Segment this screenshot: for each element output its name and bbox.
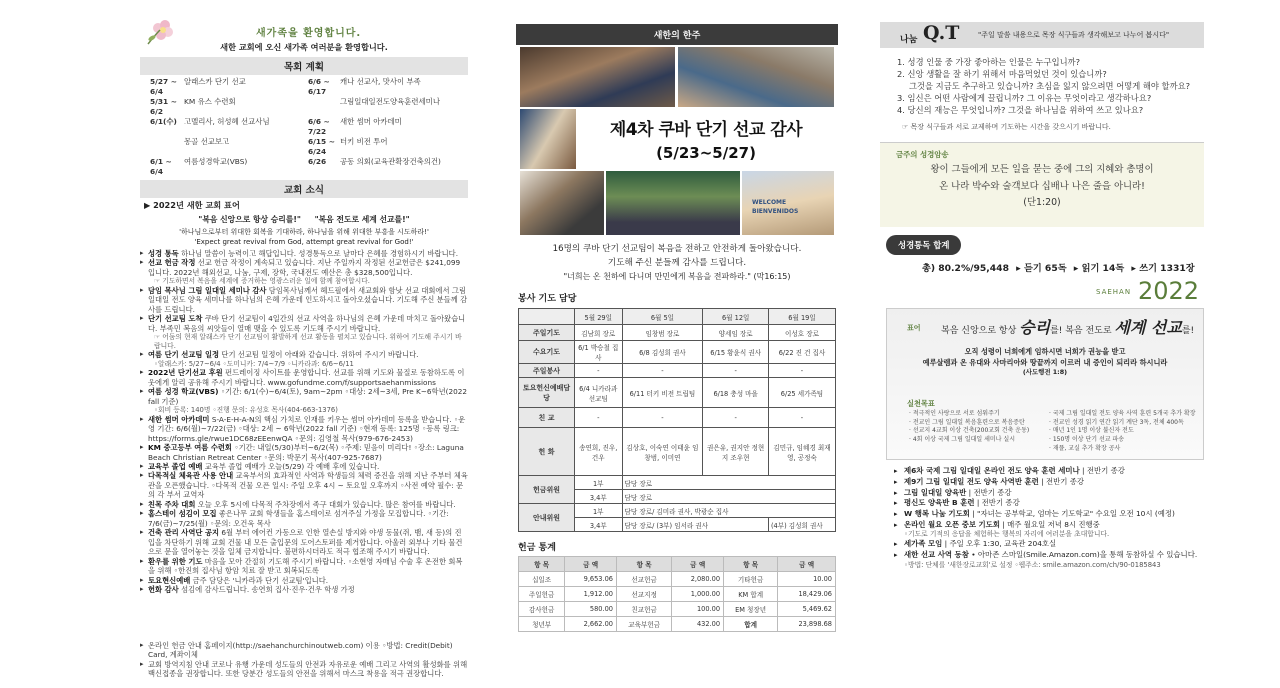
cuba-title-box [578,109,834,169]
cuba-verse: "너희는 온 천하에 다니며 만민에게 복음을 전파하라." (막16:15) [563,271,791,281]
news-item: ☞ 어둠의 현재 알래스카 단기 선교팀이 활발하게 선교 활동을 펼치고 있습니다. 위하여 기도해 주시기 바랍니다. [154,333,462,350]
qt-title: Q.T [923,22,960,44]
qt-question: 1. 성경 인물 중 가장 좋아하는 인물은 누구입니까? [897,57,1081,67]
cuba-title: 제4차 쿠바 단기 선교 감사 [609,120,803,140]
mission-row [140,157,468,177]
bottom-news-list [880,466,1204,570]
mission-cell: 5/31 ~ 6/2 [150,96,177,116]
prayer-cell: 1부 [575,504,623,518]
mission-cell: 6/6 ~ 7/22 [308,116,330,136]
offering-stats-table [518,556,836,632]
prayer-date-header: 6월 19일 [768,309,835,325]
news-item: ☞ 기도하면서 복음을 세계에 증거하는 영광스러운 일에 함께 참여합시다. [154,277,370,286]
goal-item: · 선교지 4교회 이상 건축(200교회 건축 운동) [909,427,1030,435]
news-item: ▸ 담임 목사님 그림 일대일 세미나 감사 담임목사님께서 헤드필에서 새교회와 함낫 선교 대회에서 그림 일대일 전도 양육 세미나를 하나님의 은혜 가운데 인도하시고 돌아오셨습니다. 기도해 주신 분들께 감사를 드립니다. [140,286,468,314]
offering-cell: 23,898.68 [778,617,836,632]
prayer-cell: 송연희, 진우, 건우 [575,428,623,476]
news-item: ▸ 친목 주차 대회 오늘 오후 5시에 다목적 주차장에서 족구 대회가 있습니다. 많은 참여를 바랍니다. [140,500,468,509]
bottom-news-item: ▸ 새한 선교 사역 동참 • 아마존 스마일(Smile.Amazon.com)을 통해 동참하실 수 있습니다. [894,550,1204,561]
qt-prefix: 나눔 [900,35,918,45]
cuba-photo-collage [516,47,838,243]
prayer-cell: 담당 장로 [622,490,835,504]
prayer-cell: 양세임 장로 [703,325,769,341]
motto-verse [887,347,1203,377]
reading-totals [880,260,1204,274]
reading-label: 성경통독 합계 [886,235,961,255]
mission-cell: 공동 의회(교육관확장건축의건) [340,156,441,166]
offering-cell: 선교헌금 [617,572,672,587]
year-brand: SAEHAN [1096,288,1132,297]
prayer-cell: 3,4부 [575,490,623,504]
memory-line2: 온 나라 박수와 술객보다 십배나 나은 줄을 아니라! [939,180,1145,192]
news-item: ▸ 성경 통독 하나님 말씀이 능력이고 해답입니다. 성경통독으로 날마다 은혜를 경험하시기 바랍니다. [140,249,468,258]
qt-subtitle: "주일 말씀 내용으로 목장 식구들과 생각해보고 나누어 봅시다" [978,31,1170,39]
news-item: ◦알래스카: 5/27~6/4 ◦도미니카: 7/4~7/9 ◦니카라과: 6/6~6/11 [154,359,354,368]
goal-item: · 4회 이상 국제 그림 일대일 세미나 실시 [909,436,1016,444]
mission-cell: 알래스카 단기 선교 [184,77,246,86]
qt-questions [880,48,1204,116]
reading-write: ▸ 쓰기 1331장 [1131,263,1195,275]
mission-row [140,97,468,117]
prayer-cell: 6/15 황윤식 권사 [703,341,769,364]
mission-plan-title: 목회 계획 [140,57,468,75]
prayer-cell: 6/1 박승철 집사 [575,341,623,364]
welcome-script-title: 새가족을 환영합니다. [256,28,362,39]
offering-cell: 감사헌금 [519,602,565,617]
offering-cell: 432.00 [672,617,724,632]
news-item: ▸ 교육부 졸업 예배 교육부 졸업 예배가 오늘(5/29) 각 예배 후에 있습니다. [140,462,468,471]
mission-cell: 여름성경학교(VBS) [184,156,248,166]
flower-decoration [146,16,176,46]
offering-cell: EM 청장년 [724,602,778,617]
offering-stats-title: 헌금 통계 [518,543,556,554]
qt-question: 2. 신앙 생활을 잘 하기 위해서 마음먹었던 것이 있습니까? [897,69,1107,80]
news-item: ▸ 건축 관리 사역단 공지 6월 부터 에어컨 가동으로 인한 열손실 방지와 야생 동물(쥐, 뱀, 새 등)의 진입을 차단하기 위해 교회 건물 내 모든 출입문의 도어스토퍼를 제거합니다. 아울러 외부나 기타 물건으로 문을 열어놓는 것을 일체 금지합니다. 불편하시더라도 적극 협조해 주시기 바랍니다. [140,528,468,556]
prayer-row-label: 토요헌신예배담당 [519,378,575,408]
photo-crowd [520,47,675,107]
news-item: ▸ 홈스테이 섬김이 모집 좋은나무 교회 학생들을 홈스테이로 섬겨주실 가정을 모집합니다. ◦기간: 7/6(금)~7/25(월) ◦문의: 오건욱 목사 [140,509,468,528]
prayer-row-label: 친 교 [519,408,575,428]
right-column [880,0,1204,688]
goal-item: · 150명 이상 단기 선교 파송 [1049,436,1125,444]
cuba-thanks-line2: 기도해 주신 분들께 감사를 드립니다. [607,257,747,268]
bottom-news-item: ▸ 제6차 국제 그림 일대일 온라인 전도 양육 훈련 세미나 | 전반기 종강 [894,466,1204,477]
cuba-dates: (5/23~5/27) [656,144,756,162]
offering-cell: 10.00 [778,572,836,587]
offering-cell: 십일조 [519,572,565,587]
prayer-row-label: 주일기도 [519,325,575,341]
prayer-row-label: 헌 화 [519,428,575,476]
online-offering-info: ▸ 온라인 헌금 안내 홈페이지(http://saehanchurchinoutweb.com) 이용 ◦방법: Credit(Debit) Card, 계좌이체 [140,641,468,660]
prayer-cell: - [768,408,835,428]
offering-cell: 9,653.06 [565,572,617,587]
offering-cell: 1,912.00 [565,587,617,602]
welcome-header [140,0,468,44]
offering-cell: 18,429.06 [778,587,836,602]
goal-item: · 적극적인 사랑으로 서로 섬워주기 [909,410,1000,418]
photo-ministry-left [520,109,576,169]
offering-cell: 기타헌금 [724,572,778,587]
prayer-cell: 6/18 충성 마을 [703,378,769,408]
bottom-news-item: ◦기도로 기적의 응답을 체험하는 행복의 자리에 여러분을 초대합니다. [904,530,1110,539]
news-item: ▸ 선교 헌금 작정 선교 헌금 작정이 계속되고 있습니다. 지난 주일까지 작정된 선교헌금은 $241,099 입니다. 2022년 해외선교, 나눔, 구제, 장학, 국내전도 예산은 총 $328,500입니다. [140,258,468,277]
offering-cell: 5,469.62 [778,602,836,617]
motto-label: 표어 [907,324,921,333]
prayer-schedule-table [518,308,836,532]
mission-row [140,77,468,97]
mission-row [140,117,468,137]
prayer-row-label: 주일봉사 [519,364,575,378]
offering-committee-label: 헌금위원 [519,476,575,504]
reading-read: ▸ 읽기 14독 [1073,263,1125,275]
reading-listen: ▸ 듣기 65독 [1016,263,1067,275]
offering-header: 항 목 [519,557,565,572]
prayer-cell: 담당 장로 [622,476,835,490]
bottom-news-item: ▸ 온라인 월요 오픈 중보 기도회 | 매주 월요일 저녁 8시 진행중 [894,520,1204,531]
offering-cell: KM 합계 [724,587,778,602]
qt-header [880,22,1204,48]
offering-cell: 교육부헌금 [617,617,672,632]
news-item: ▸ 여름 단기 선교팀 일정 단기 선교팀 일정이 아래와 같습니다. 위하여 주시기 바랍니다. [140,350,468,359]
offering-header: 항 목 [724,557,778,572]
motto-box [886,308,1204,460]
bottom-news-item: ▸ 그림 일대일 양육반 | 전반기 종강 [894,488,1204,499]
prayer-cell: 권은유, 권지안 정현지 조우현 [703,428,769,476]
prayer-cell: - [703,408,769,428]
photo-worship [606,171,740,235]
prayer-row-label: 수요기도 [519,341,575,364]
qt-question: 4. 당신의 재능은 무엇입니까? 그것을 하나님을 위하여 쓰고 있나요? [897,105,1144,116]
offering-cell: 주일헌금 [519,587,565,602]
mission-cell: 캐나 선교사, 맛사이 부족 [340,77,421,86]
slogan-lines: "복음 신앙으로 항상 승리를!" "복음 전도로 세계 선교를!" [198,214,410,224]
mission-cell: 6/15 ~ 6/24 [308,136,335,156]
prayer-cell: 6/22 진 건 집사 [768,341,835,364]
memory-verse-text [880,162,1204,211]
photo-group [678,47,834,107]
prayer-cell: 김민규, 임혜경 최재영, 공정숙 [768,428,835,476]
news-item: ▸ 헌화 감사 섬김에 감사드립니다. 송연희 집사·진우·건우 학생 가정 [140,585,468,594]
church-news-title: 교회 소식 [140,180,468,198]
news-item: ▸ 여름 성경 학교(VBS) ◦기간: 6/1(수)~6/4(토), 9am~2pm ◦대상: 2세~3세, Pre K~6학년(2022 fall 기준) [140,387,468,406]
offering-cell: 청년부 [519,617,565,632]
prayer-cell: - [622,364,703,378]
news-item: ▸ 단기 선교팀 도착 쿠바 단기 선교팀이 4일간의 선교 사역을 하나님의 은혜 가운데 마치고 돌아왔습니다. 부족민 복음의 씨앗들이 열매 맺을 수 있도록 기도해 주시기 바랍니다. [140,314,468,333]
photo-prayer [520,171,604,235]
prayer-cell: 임창범 장로 [622,325,703,341]
prayer-cell: 3,4부 [575,518,623,532]
cuba-thanks [516,243,838,283]
bottom-news-item: ▸ 평신도 양육반 B 훈련 | 전반기 종강 [894,498,1204,509]
goal-item: · 전교인 성경 읽기 연간 읽기 계단 3독, 전체 400독 [1049,418,1184,426]
offering-header: 금 액 [565,557,617,572]
news-item: ▸ 환우를 위한 기도 마음을 모아 간절히 기도해 주시기 바랍니다. ◦소현영 자매님 수술 후 온전한 회복을 위해 ◦한진희 집사님 항암 치료 잘 받고 회복되도록 [140,557,468,576]
prayer-cell: 담당 장로/ 김미라 권사, 박광순 집사 [622,504,835,518]
left-column [140,0,468,688]
prayer-cell: 이성호 장로 [768,325,835,341]
bottom-news-item: ▸ W 행복 나눔 기도회 | "자녀는 공부학교, 엄마는 기도학교" 수요일 오전 10시 (예정) [894,509,1204,520]
offering-cell: 선교지정 [617,587,672,602]
prayer-cell: 6/25 세가족팀 [768,378,835,408]
mission-cell: 그림일대일전도양육훈련세미나 [340,96,440,106]
goals-grid [909,410,1199,453]
motto-mission: 세계 선교 [1114,318,1182,338]
bottom-news-item: ◦방법: 단체를 '새한장로교회'로 설정 ◦웹주소: smile.amazon.com/ch/90-0185843 [904,560,1161,569]
safety-guideline-info: ▸ 교회 방역지침 안내 코로나 유행 가운데 성도들의 안전과 자유로운 예배 그리고 사역의 활성화를 위해 백신접종을 권장합니다. 또한 당분간 성도들의 안전을 위해서 마스크 착용을 적극 권장합니다. [140,660,468,679]
memory-ref: (단1:20) [1023,196,1061,208]
offering-cell: 친교헌금 [617,602,672,617]
offering-cell: 2,662.00 [565,617,617,632]
prayer-date-header: 5월 29일 [575,309,623,325]
motto-slogan: 복음 신앙으로 항상 승리를! 복음 전도로 세계 선교를! [941,318,1195,338]
prayer-cell: 1부 [575,476,623,490]
prayer-cell: 김남희 장로 [575,325,623,341]
motto-verse-line2: 예루살렘과 온 유대와 사마리아와 땅끝까지 이르러 내 증인이 되리라 하시니라 [922,357,1168,367]
news-list [140,249,468,638]
mission-cell: 6/1 ~ 6/4 [150,156,172,176]
motto-verse-line1: 오직 성령이 너희에게 임하시면 너희가 권능을 받고 [964,347,1126,357]
offering-cell: 2,080.00 [672,572,724,587]
memory-verse-box [880,142,1204,227]
goal-item: · 매년 1인 1명 이상 불신자 전도 [1049,427,1134,435]
qt-question: 그것을 지금도 추구하고 있습니까? 초심을 잃지 않으려면 어떻게 해야 할까요? [909,81,1191,92]
year-number: 2022 [1138,277,1200,306]
news-item: ▸ 다목적실 체육관 사용 안내 교육부서의 효과적인 사역과 학생들의 체력 증진을 위해 지난 주부터 체육관을 오픈했습니다. ◦다목적 건물 오픈 일시: 주일 오후 4시 ~ 토요일 오후까지 ◦사전 예약 필수: 문의 각 부서 교역자 [140,471,468,499]
mission-cell: 6/1(수) [150,116,177,126]
mission-cell: 새한 썸머 아카데미 [340,116,402,126]
news-item: ▸ 새한 썸머 아카데미 S-A-E-H-A-N의 핵심 가치로 인재를 키우는 썸머 아카데미 등록을 받습니다. ◦운영 기간: 6/6(월)~7/22(금) ◦대상: 2세 ~ 6학년(2022 fall 기준) ◦현재 등록: 125명 ◦등록 링크: https://forms.gle/rwue1DC68zEEenwQA ◦문의: 김영철 목사(979-676-2453) [140,415,468,443]
mission-cell: 6/6 ~ 6/17 [308,77,330,96]
qt-question: 3. 임신은 어떤 사람에게 끌립니까? 그 이유는 무엇이라고 생각하나요? [897,93,1152,104]
mission-cell: 몽골 선교보고 [184,136,230,146]
offering-header: 항 목 [617,557,672,572]
reading-total: 총) 80.2%/95,448 [922,263,1009,275]
mission-cell [150,137,184,157]
prayer-cell: 담당 장로/ (3부) 임서라 권사 [622,518,768,532]
goal-item: · 국제 그림 일대일 전도 양육 사역 훈련 5개국 추가 확장 [1049,410,1196,418]
offering-cell: 580.00 [565,602,617,617]
welcome-subtitle: 새한 교회에 오신 새가족 여러분을 환영합니다. [220,42,388,52]
news-item: ▸ 2022년 단기선교 후원 펀드레이징 사이트를 운영합니다. 선교를 위해 기도와 물질로 동참하도록 이웃에게 알리 공유해 주시기 바랍니다. www.gofundme.com/f/supportsaehanmissions [140,368,468,387]
prayer-cell: 6/11 터키 비전 트립팀 [622,378,703,408]
news-item: ▸ KM 중고등부 여름 수련회 ◦기간: 내일(5/30)부터~6/2(목) ◦주제: 믿음이 미리다! ◦장소: Laguna Beach Christian Retreat Center ◦문의: 박문기 목사(407-925-7687) [140,443,468,462]
prayer-cell: 김상호, 이숙연 이태윤 임창범, 이미연 [622,428,703,476]
offering-cell: 합계 [724,617,778,632]
prayer-cell: - [575,364,623,378]
slogan-header: ▶ 2022년 새한 교회 표어 [144,199,240,210]
usher-label: 안내위원 [519,504,575,532]
news-item: ◦회비 등록: 140명 ◦진행 문의: 유성호 목사(404-663-1376) [154,406,338,415]
slogan-english: 'Expect great revival from God, attempt great revival for God!' [194,237,414,246]
offering-cell: 1,000.00 [672,587,724,602]
offering-cell: 100.00 [672,602,724,617]
weekly-header: 새한의 한주 [516,24,838,45]
prayer-cell: - [622,408,703,428]
offering-header: 금 액 [778,557,836,572]
motto-victory: 승리 [1019,318,1051,338]
mission-schedule [140,77,468,177]
goals-label: 실천목표 [907,399,935,409]
qt-note: ☞ 목장 식구들과 서로 교제하며 기도하는 시간을 갖으시기 바랍니다. [902,123,1111,132]
middle-column [516,0,838,688]
mission-cell [308,97,340,117]
mission-cell: 6/26 [308,156,327,166]
goal-item [909,445,1049,454]
year-banner [880,276,1204,304]
motto-verse-ref: (사도행전 1:8) [1022,367,1068,376]
prayer-date-header: 6월 12일 [703,309,769,325]
prayer-cell: 6/4 니카라과 선교팀 [575,378,623,408]
welcome-sign-text-es: BIENVENIDOS [752,208,799,215]
cuba-thanks-line1: 16명의 쿠바 단기 선교팀이 복음을 전하고 안전하게 돌아왔습니다. [552,244,802,254]
welcome-sign-text: WELCOME [752,199,787,206]
prayer-date-header: 6월 5일 [622,309,703,325]
photo-welcome-sign [742,171,834,235]
goal-item: · 재플, 교실 추가 확장 공사 [1049,444,1121,452]
prayer-cell: (4부) 김성희 권사 [768,518,835,532]
memory-label: 금주의 성경암송 [896,150,949,160]
offering-header: 금 액 [672,557,724,572]
mission-cell: 5/27 ~ 6/4 [150,77,177,96]
prayer-cell: - [575,408,623,428]
bottom-news-item: ▸ 세가족 모임 | 주일 오후 1:30, 교육관 204호실 [894,539,1204,550]
prayer-cell: - [768,364,835,378]
goal-item: · 전교인 그림 일대일 복음훈련으로 복음증탄 [909,418,1025,426]
mission-row [140,137,468,157]
mission-cell: KM 유스 수련회 [184,96,236,106]
prayer-cell: - [703,364,769,378]
memory-line1: 왕이 그들에게 모든 일을 묻는 중에 그의 지혜와 총명이 [930,164,1154,176]
mission-cell: 고멜리사, 허성혜 선교사님 [184,116,270,126]
slogan-korean: '하나님으로부터 위대한 회복을 기대하라, 하나님을 위해 위대한 부흥을 시도하라!' [179,227,429,236]
news-item: ▸ 토요현신예배 금주 담당은 '니카라과 단기 선교팀'입니다. [140,576,468,585]
mission-cell: 터키 비전 투어 [340,136,388,146]
prayer-schedule-title: 봉사 기도 담당 [518,294,577,305]
bottom-news-item: ▸ 제9기 그림 일대일 전도 양육 사역반 훈련 | 전반기 종강 [894,477,1204,488]
prayer-cell: 6/8 김성희 권사 [622,341,703,364]
